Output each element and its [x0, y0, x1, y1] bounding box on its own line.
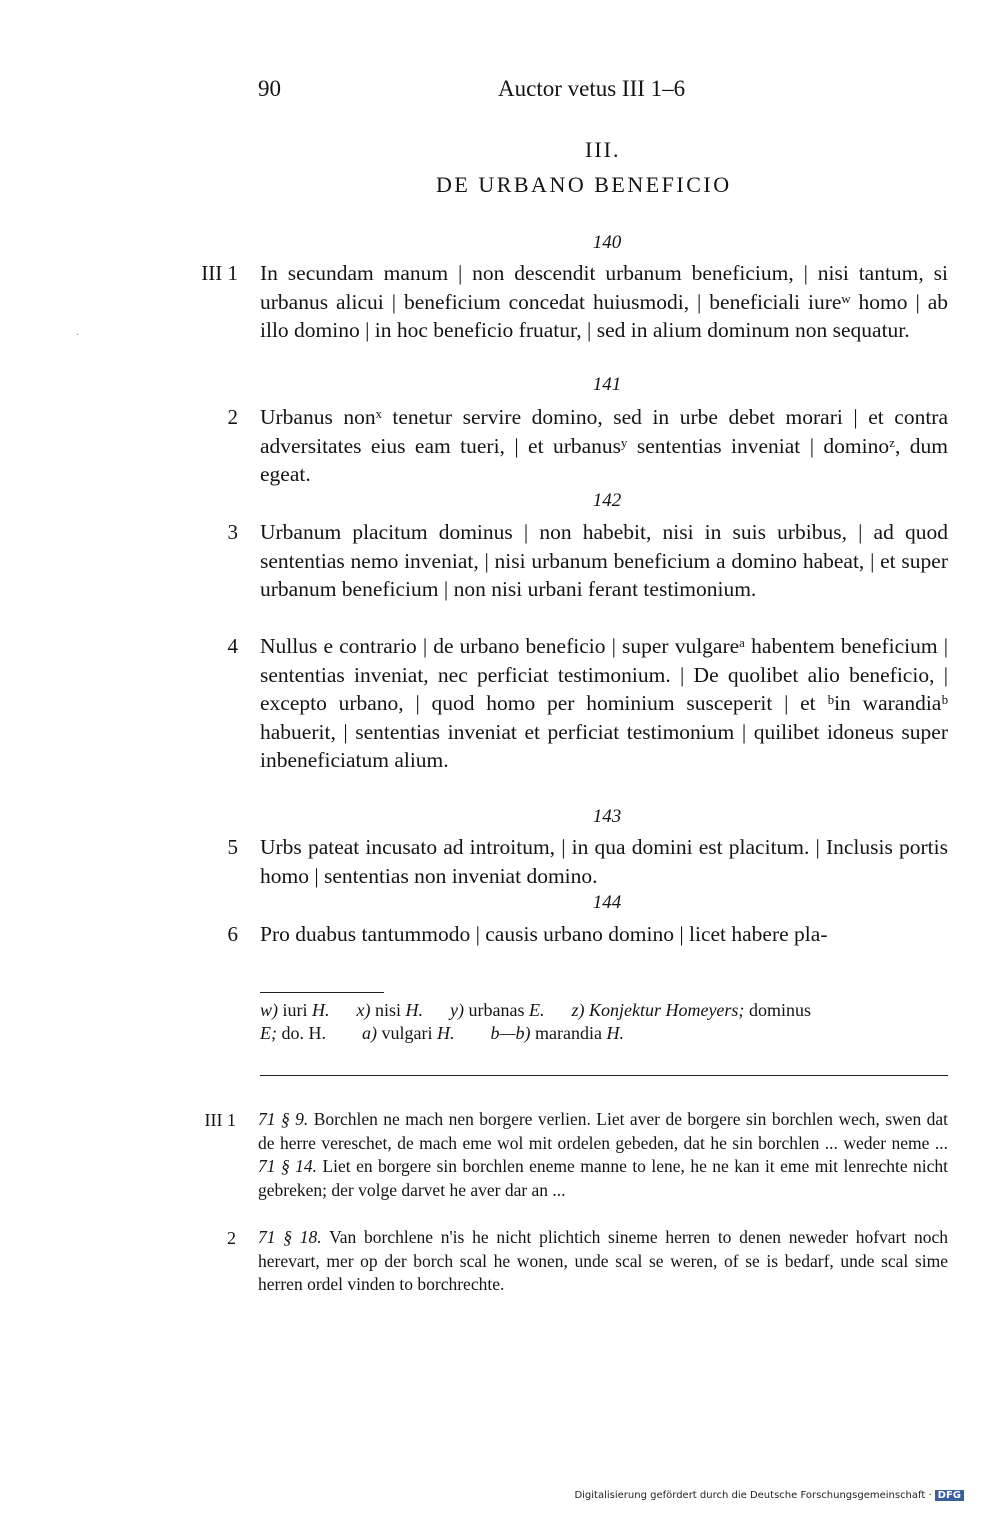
apparatus-entry: y) urbanas E. [450, 1000, 545, 1020]
apparatus-entry: x) nisi H. [356, 1000, 423, 1020]
gloss-reference: 71 § 9. [258, 1109, 309, 1129]
gloss-label: III 1 [204, 1110, 236, 1130]
gloss-reference: 71 § 14. [258, 1156, 318, 1177]
page-number: 90 [258, 76, 281, 101]
section-number: 140 [592, 232, 622, 253]
chapter-title: DE URBANO BENEFICIO [436, 172, 732, 197]
running-title: Auctor vetus III 1–6 [498, 76, 686, 101]
paragraph-label: 4 [227, 634, 238, 658]
gloss-rule [260, 1075, 948, 1076]
apparatus-entry: z) Konjektur Homeyers; dominus [571, 1000, 811, 1020]
section-number: 141 [592, 374, 622, 395]
paragraph-label: 2 [227, 405, 238, 429]
paragraph-label: 3 [227, 520, 238, 544]
paragraph-label: 5 [227, 835, 238, 859]
paragraph-text: Urbanus nonˣ tenetur servire domino, sed in urbe debet morari | et contra adversitates eius eam tueri, | et urbanusʸ sententias inveniat | dominoᶻ, dum egeat. [260, 405, 948, 487]
scan-speck: · [76, 330, 80, 341]
paragraph-label: III 1 [201, 261, 238, 285]
chapter-number: III. [585, 137, 621, 162]
section-number: 142 [592, 490, 622, 511]
digitization-credit: Digitalisierung gefördert durch die Deutsche Forschungsgemeinschaft · DFG [574, 1490, 964, 1501]
gloss-text: 71 § 9. Borchlen ne mach nen borgere verlien. Liet aver de borgere sin borchlen wech, swen dat de herre vereschet, de mach eme wol mit ordelen gebeden, dat he sin borchlen ... weder neme ... 71 § 14. Liet en borgere sin borchlen eneme manne to lene, he ne kan it eme mit lenrechte nicht gebreken; der volge darvet he aver dar an ... [258, 1109, 949, 1200]
gloss-text: 71 § 18. Van borchlene n'is he nicht plichtich sineme herren to denen neweder hofvart noch herevart, mer op der borch scal he wonen, unde scal se weren, of se is bedarf, unde scal sime herren ordel vinden to borchrechte. [258, 1227, 949, 1295]
apparatus-entry: E; do. H. [260, 1023, 326, 1043]
apparatus-entry: b—b) marandia H. [490, 1023, 624, 1043]
paragraph-text: Pro duabus tantummodo | causis urbano domino | licet habere pla- [260, 922, 828, 946]
paragraph-text: Urbs pateat incusato ad introitum, | in qua domini est placitum. | Inclusis portis homo | sententias non inveniat domino. [260, 835, 948, 888]
paragraph-text: Urbanum placitum dominus | non habebit, nisi in suis urbibus, | ad quod sententias nemo inveniat, | nisi urbanum beneficium a domino habeat, | et super urbanum beneficium | non nisi urbani ferant testimonium. [260, 520, 948, 602]
paragraph-label: 6 [227, 922, 238, 946]
gloss-label: 2 [227, 1228, 236, 1248]
section-number: 144 [592, 892, 622, 913]
paragraph-text: In secundam manum | non descendit urbanum beneficium, | nisi tantum, si urbanus alicui | beneficium concedat huiusmodi, | beneficiali iureʷ homo | ab illo domino | in hoc beneficio fruatur, | sed in alium dominum non sequatur. [260, 261, 948, 343]
apparatus-line [260, 1022, 948, 1045]
apparatus-entry: w) iuri H. [260, 1000, 330, 1020]
dfg-logo: DFG [935, 1490, 964, 1501]
footnote-rule [260, 992, 384, 993]
section-number: 143 [592, 806, 622, 827]
apparatus-entry: a) vulgari H. [362, 1023, 455, 1043]
apparatus-line [260, 999, 948, 1022]
paragraph-text: Nullus e contrario | de urbano beneficio | super vulgareᵃ habentem beneficium | sententias inveniat, nec perficiat testimonium. | De quolibet alio beneficio, | excepto urbano, | quod homo per hominium susceperit | et ᵇin warandiaᵇ habuerit, | sententias inveniat et perficiat testimonium | quilibet idoneus super inbeneficiatum alium. [260, 634, 948, 773]
gloss-reference: 71 § 18. [258, 1227, 322, 1247]
